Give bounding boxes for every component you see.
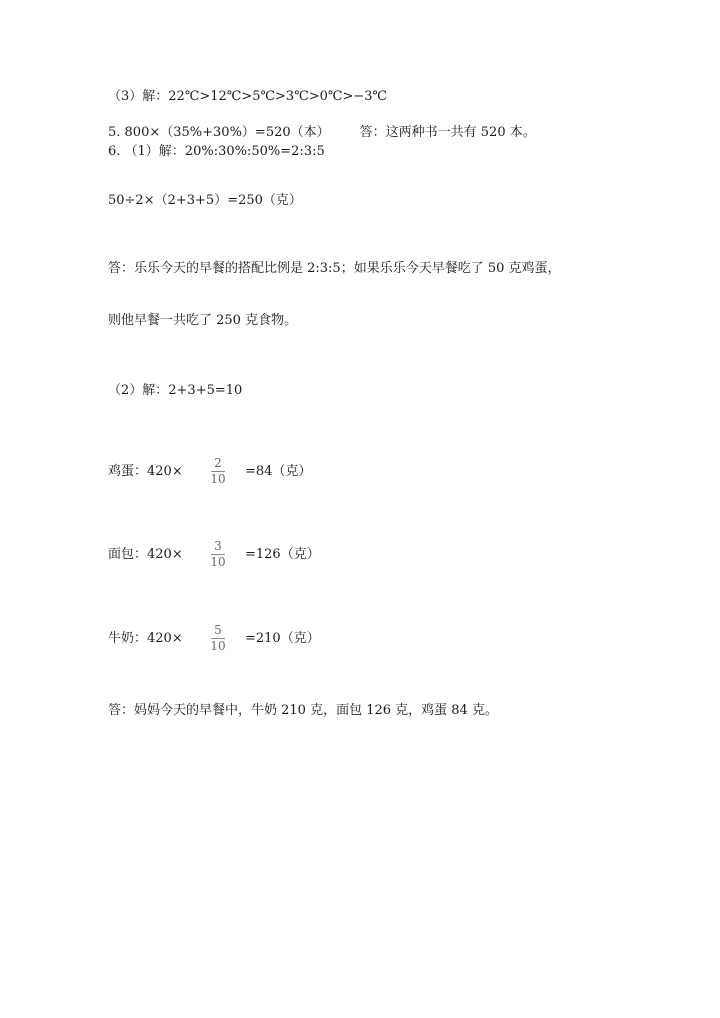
final-answer-line: 答：妈妈今天的早餐中，牛奶 210 克，面包 126 克，鸡蛋 84 克。 xyxy=(108,703,498,718)
question-5-line xyxy=(108,125,536,141)
egg-fraction-denominator: 10 xyxy=(210,472,226,486)
question-6-part-2-line: （2）解：2+3+5=10 xyxy=(108,383,243,398)
bread-fraction-numerator: 3 xyxy=(214,539,222,553)
bread-fraction-denominator: 10 xyxy=(210,555,226,569)
milk-fraction-numerator: 5 xyxy=(214,623,222,637)
bread-result: =126（克） xyxy=(245,547,320,562)
question-6-answer-line-1: 答：乐乐今天的早餐的搭配比例是 2:3:5；如果乐乐今天早餐吃了 50 克鸡蛋， xyxy=(108,261,561,276)
question-6-calculation-line: 50÷2×（2+3+5）=250（克） xyxy=(108,193,302,208)
bread-fraction xyxy=(210,540,226,569)
egg-calculation-label: 鸡蛋：420× xyxy=(108,464,183,479)
bread-calculation-label: 面包：420× xyxy=(108,547,183,562)
milk-fraction-denominator: 10 xyxy=(210,639,226,653)
egg-fraction-numerator: 2 xyxy=(214,456,222,470)
milk-calculation-label: 牛奶：420× xyxy=(108,631,183,646)
egg-result: =84（克） xyxy=(245,464,312,479)
question-5-answer: 答：这两种书一共有 520 本。 xyxy=(359,125,536,140)
milk-fraction xyxy=(210,624,226,653)
temperature-order-line: （3）解：22℃>12℃>5℃>3℃>0℃>−3℃ xyxy=(108,89,388,104)
question-6-ratio-line: 6. （1）解：20%:30%:50%=2:3:5 xyxy=(108,144,325,159)
egg-fraction xyxy=(210,457,226,486)
question-6-answer-line-2: 则他早餐一共吃了 250 克食物。 xyxy=(108,313,298,328)
milk-result: =210（克） xyxy=(245,631,320,646)
question-5-calculation: 5. 800×（35%+30%）=520（本） xyxy=(108,125,330,140)
